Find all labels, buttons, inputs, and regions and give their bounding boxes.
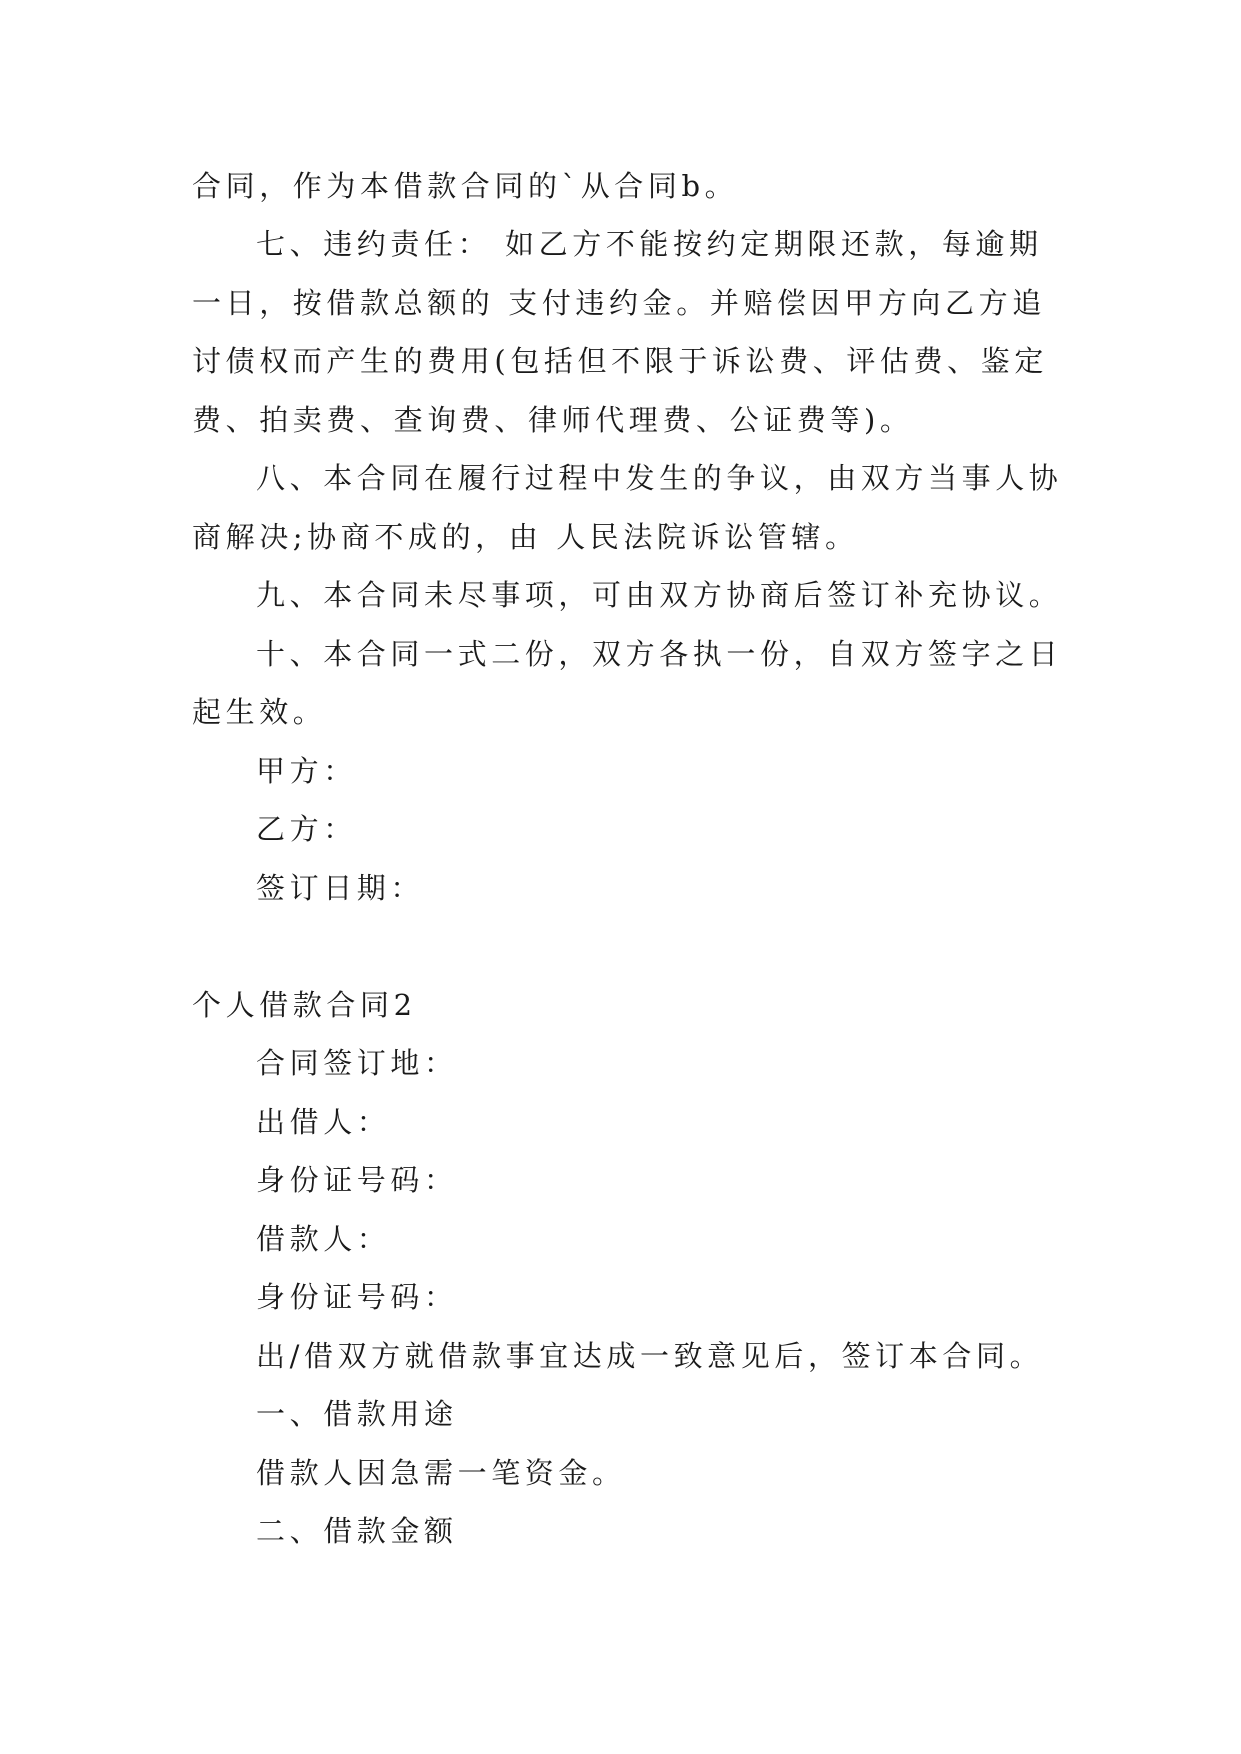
clause-10-line: 十、本合同一式二份，双方各执一份，自双方签字之日 [256, 637, 1063, 671]
signing-place-label: 合同签订地： [256, 1046, 458, 1080]
paragraph-line: 讨债权而产生的费用(包括但不限于诉讼费、评估费、鉴定 [192, 344, 1048, 378]
agreement-statement: 出/借双方就借款事宜达成一致意见后，签订本合同。 [256, 1339, 1044, 1373]
signing-date-label: 签订日期： [256, 871, 425, 905]
party-a-label: 甲方： [256, 754, 357, 788]
paragraph-line: 合同，作为本借款合同的`从合同b。 [192, 169, 739, 203]
clause-9-line: 九、本合同未尽事项，可由双方协商后签订补充协议。 [256, 578, 1063, 612]
paragraph-line: 起生效。 [192, 695, 327, 729]
clause-1-heading: 一、借款用途 [256, 1397, 458, 1431]
clause-8-line: 八、本合同在履行过程中发生的争议，由双方当事人协 [256, 461, 1063, 495]
clause-1-body: 借款人因急需一笔资金。 [256, 1456, 626, 1490]
section-title: 个人借款合同2 [192, 988, 417, 1022]
lender-label: 出借人： [256, 1105, 391, 1139]
lender-id-label: 身份证号码： [256, 1163, 458, 1197]
clause-2-heading: 二、借款金额 [256, 1514, 458, 1548]
paragraph-line: 费、拍卖费、查询费、律师代理费、公证费等)。 [192, 403, 914, 437]
party-b-label: 乙方： [256, 812, 357, 846]
paragraph-line: 一日，按借款总额的 支付违约金。并赔偿因甲方向乙方追 [192, 286, 1046, 320]
borrower-id-label: 身份证号码： [256, 1280, 458, 1314]
paragraph-line: 商解决;协商不成的，由 人民法院诉讼管辖。 [192, 520, 859, 554]
clause-7-line: 七、违约责任： 如乙方不能按约定期限还款，每逾期 [256, 227, 1043, 261]
borrower-label: 借款人： [256, 1222, 391, 1256]
